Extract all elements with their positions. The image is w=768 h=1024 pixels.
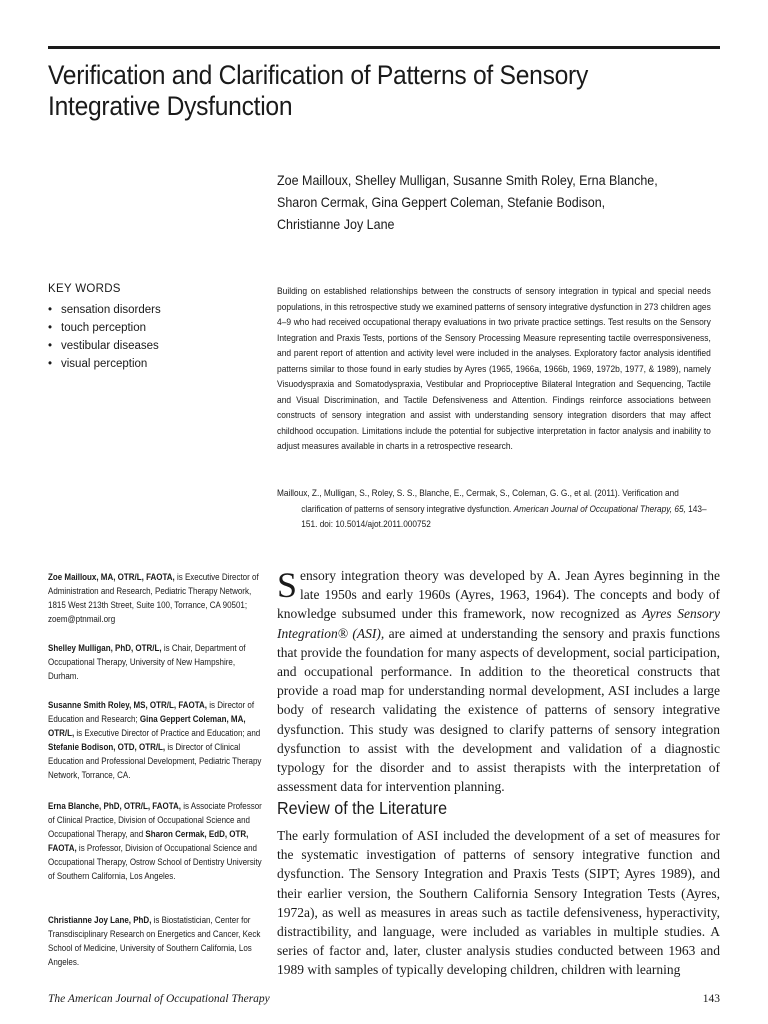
author-line: Christianne Joy Lane bbox=[277, 217, 395, 232]
section-heading: Review of the Literature bbox=[277, 798, 448, 818]
affiliation-lane bbox=[48, 913, 264, 969]
drop-cap: S bbox=[277, 565, 298, 605]
affiliation-text: is Associate Professor of Clinical Practice, Division of Occupational Science and Occupational Therapy, and bbox=[48, 801, 262, 840]
citation-doi: 143–151. doi: 10.5014/ajot.2011.000752 bbox=[301, 503, 707, 529]
keywords-heading: KEY WORDS bbox=[48, 283, 121, 295]
affiliation-text: is Director of Education and Research; bbox=[48, 700, 255, 725]
author-line: Sharon Cermak, Gina Geppert Coleman, Stefanie Bodison, bbox=[277, 195, 606, 210]
affiliation-name: Gina Geppert Coleman, MA, OTR/L, bbox=[48, 714, 246, 739]
top-rule bbox=[48, 46, 720, 49]
affiliation-name: Sharon Cermak, EdD, OTR, FAOTA, bbox=[48, 829, 249, 854]
citation-authors: Mailloux, Z., Mulligan, S., Roley, S. S., Blanche, E., Cermak, S., Coleman, G. G., et al. (2011). Verification and clarification of patterns of sensory integrative dysfunction. bbox=[277, 488, 679, 514]
affiliation-name: Shelley Mulligan, PhD, OTR/L, bbox=[48, 643, 162, 653]
affiliation-text: is Executive Director of Administration and Research, Pediatric Therapy Network, 1815 West 213th Street, Suite 100, Torrance, CA 90501; zoem@ptnmail.org bbox=[48, 572, 259, 625]
affiliation-mulligan bbox=[48, 641, 264, 683]
affiliation-text: is Director of Clinical Education and Professional Development, Pediatric Therapy Network, Torrance, CA. bbox=[48, 742, 262, 781]
page-number: 143 bbox=[702, 993, 720, 1005]
intro-text: are aimed at understanding the sensory and praxis functions that provide the foundation for many aspects of development, social participation, and occupational performance. In addition to the theoretical constructs that provide a road map for understanding normal development, ASI includes a large body of research validating the existence of patterns of sensory integrative dysfunction. This study was designed to clarify patterns of sensory integration dysfunction to assist with the development and validation of a diagnostic typology for the disorder and to assist therapists with the interpretation of assessment data for intervention planning. bbox=[277, 625, 721, 795]
affiliation-text: is Executive Director of Practice and Education; and bbox=[74, 728, 261, 739]
keyword-item: • vestibular diseases bbox=[48, 337, 161, 355]
intro-text: ensory integration theory was developed by A. Jean Ayres beginning in the late 1950s and early 1960s (Ayres, 1963, 1964). The concepts and body of knowledge subsumed under this framework, now recognized as bbox=[277, 568, 720, 622]
keyword-item: • visual perception bbox=[48, 355, 161, 373]
affiliation-name: Christianne Joy Lane, PhD, bbox=[48, 915, 152, 925]
affiliation-blanche-cermak bbox=[48, 799, 264, 884]
article-title: Verification and Clarification of Patterns of Sensory Integrative Dysfunction bbox=[48, 60, 589, 121]
keyword-item: • sensation disorders bbox=[48, 301, 161, 319]
affiliation-name: Stefanie Bodison, OTD, OTR/L, bbox=[48, 742, 166, 753]
citation bbox=[277, 486, 711, 533]
keywords-list bbox=[48, 301, 161, 373]
author-line: Zoe Mailloux, Shelley Mulligan, Susanne Smith Roley, Erna Blanche, bbox=[277, 173, 658, 188]
author-list bbox=[277, 170, 691, 236]
affiliation-roley-coleman-bodison bbox=[48, 698, 264, 783]
citation-journal: American Journal of Occupational Therapy, 65, bbox=[513, 503, 686, 514]
affiliation-text: is Biostatistician, Center for Transdisciplinary Research on Energetics and Cancer, Keck School of Medicine, University of Southern California, Los Angeles. bbox=[48, 915, 261, 968]
affiliation-name: Erna Blanche, PhD, OTR/L, FAOTA, bbox=[48, 801, 182, 811]
keyword-item: • touch perception bbox=[48, 319, 161, 337]
affiliation-name: Susanne Smith Roley, MS, OTR/L, FAOTA, bbox=[48, 700, 208, 710]
footer-journal: The American Journal of Occupational Therapy bbox=[48, 993, 270, 1005]
intro-italic-term: Ayres Sensory Integration® (ASI), bbox=[277, 606, 721, 641]
affiliation-name: Zoe Mailloux, MA, OTR/L, FAOTA, bbox=[48, 572, 175, 582]
abstract: Building on established relationships between the constructs of sensory integration in typical and special needs populations, in this retrospective study we examined patterns of sensory integrative dysfunction in 273 children ages 4–9 who had received occupational therapy evaluations in two private practice settings. Test results on the Sensory Integration and Praxis Tests, portions of the Sensory Processing Measure representing tactile overresponsiveness, and parent report of attention and activity level were included in the analyses. Exploratory factor analysis identified patterns similar to those found in early studies by Ayres (1965, 1966a, 1966b, 1969, 1972b, 1977, & 1989), namely Visuodyspraxia and Somatodyspraxia, Vestibular and Proprioceptive Bilateral Integration and Sequencing, Tactile and Visual Discrimination, and Tactile Defensiveness and Attention. Findings reinforce associations between constructs of sensory integration and assist with understanding sensory integration disorders that may affect childhood occupation. Limitations include the potential for subjective interpretation in factor analysis and inability to adjust measures available in charts in a retrospective research. bbox=[277, 285, 711, 451]
review-paragraph: The early formulation of ASI included the development of a set of measures for the systematic investigation of patterns of sensory integrative function and dysfunction. The Sensory Integration and Praxis Tests (SIPT; Ayres 1989), and their earlier version, the Southern California Sensory Integration Tests (Ayres, 1972a), as well as measures in areas such as tactile defensiveness, hyperactivity, distractibility, and language, were included as variables in multiple studies. A series of factor and, later, cluster analysis studies conducted between 1963 and 1989 with samples of typically developing children, children with learning bbox=[277, 828, 720, 978]
affiliation-text: is Chair, Department of Occupational Therapy, University of New Hampshire, Durham. bbox=[48, 643, 246, 682]
intro-paragraph bbox=[277, 566, 720, 796]
affiliation-mailloux bbox=[48, 570, 264, 626]
affiliation-text: is Professor, Division of Occupational Science and Occupational Therapy, Ostrow School of Dentistry University of Southern California, Los Angeles. bbox=[48, 843, 262, 882]
